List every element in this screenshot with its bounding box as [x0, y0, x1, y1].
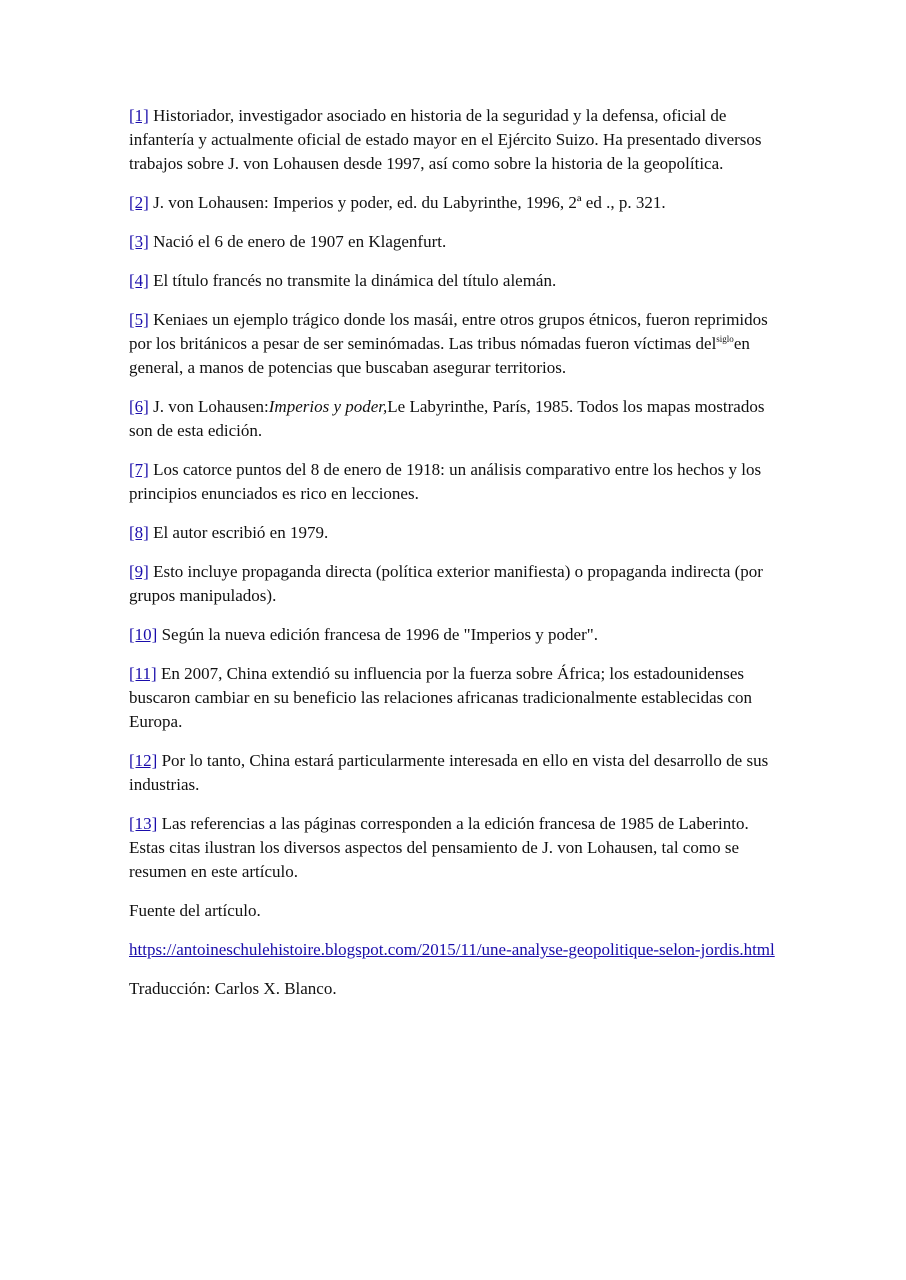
- footnote-text: Esto incluye propaganda directa (política exterior manifiesta) o propaganda indirecta (por grupos manipulados).: [129, 562, 763, 605]
- footnote-4: [129, 269, 779, 293]
- footnote-12: [129, 749, 779, 797]
- footnote-ref-13[interactable]: [13]: [129, 814, 158, 833]
- footnote-ref-11[interactable]: [11]: [129, 664, 157, 683]
- footnote-2: [129, 191, 779, 215]
- footnote-text: Las referencias a las páginas corresponden a la edición francesa de 1985 de Laberinto. Estas citas ilustran los diversos aspectos del pensamiento de J. von Lohausen, tal como se resumen en este artículo.: [129, 814, 749, 881]
- footnote-text: En 2007, China extendió su influencia por la fuerza sobre África; los estadounidenses buscaron cambiar en su beneficio las relaciones africanas tradicionalmente establecidas con Europa.: [129, 664, 753, 731]
- footnote-ref-9[interactable]: [9]: [129, 562, 149, 581]
- footnote-text: Los catorce puntos del 8 de enero de 1918: un análisis comparativo entre los hechos y los principios enunciados es rico en lecciones.: [129, 460, 762, 503]
- footnote-text: J. von Lohausen:: [148, 397, 269, 416]
- footnote-text: El título francés no transmite la dinámica del título alemán.: [148, 271, 557, 290]
- footnote-ref-6[interactable]: [6]: [129, 397, 149, 416]
- footnote-11: [129, 662, 779, 734]
- footnote-9: [129, 560, 779, 608]
- footnotes-page: [129, 104, 779, 1016]
- footnote-ref-8[interactable]: [8]: [129, 523, 149, 542]
- book-title-italic: Imperios y poder,: [268, 397, 388, 416]
- footnote-text: Historiador, investigador asociado en historia de la seguridad y la defensa, oficial de infantería y actualmente oficial de estado mayor en el Ejército Suizo. Ha presentado diversos trabajos sobre J. von Lohausen desde 1997, así como sobre la historia de la geopolítica.: [129, 106, 762, 173]
- footnote-1: [129, 104, 779, 176]
- footnote-10: [129, 623, 779, 647]
- footnote-ref-10[interactable]: [10]: [129, 625, 158, 644]
- footnote-6: [129, 395, 779, 443]
- source-link-paragraph: [129, 938, 779, 962]
- footnote-text: J. von Lohausen: Imperios y poder, ed. du Labyrinthe, 1996, 2ª ed ., p. 321.: [148, 193, 666, 212]
- footnote-text: Nació el 6 de enero de 1907 en Klagenfurt.: [148, 232, 447, 251]
- footnote-text: Le Labyrinthe, París, 1985. Todos los mapas mostrados son de esta edición.: [129, 397, 765, 440]
- footnote-text: Según la nueva edición francesa de 1996 de "Imperios y poder".: [157, 625, 598, 644]
- footnote-8: [129, 521, 779, 545]
- footnote-5: [129, 308, 779, 380]
- footnote-3: [129, 230, 779, 254]
- footnote-7: [129, 458, 779, 506]
- translation-credit: Traducción: Carlos X. Blanco.: [129, 979, 337, 998]
- footnote-ref-4[interactable]: [4]: [129, 271, 149, 290]
- superscript-siglo: siglo: [716, 334, 734, 344]
- footnote-ref-1[interactable]: [1]: [129, 106, 149, 125]
- footnote-ref-2[interactable]: [2]: [129, 193, 149, 212]
- footnote-text: Keniaes un ejemplo trágico donde los masái, entre otros grupos étnicos, fueron reprimidos por los británicos a pesar de ser seminómadas. Las tribus nómadas fueron víctimas del: [129, 310, 768, 353]
- source-url-link[interactable]: https://antoineschulehistoire.blogspot.com/2015/11/une-analyse-geopolitique-selon-jordis.html: [129, 940, 775, 959]
- footnote-ref-7[interactable]: [7]: [129, 460, 149, 479]
- footnote-ref-12[interactable]: [12]: [129, 751, 158, 770]
- footnote-ref-3[interactable]: [3]: [129, 232, 149, 251]
- footnote-text: El autor escribió en 1979.: [148, 523, 329, 542]
- footnote-ref-5[interactable]: [5]: [129, 310, 149, 329]
- footnote-13: [129, 812, 779, 884]
- footnote-text: Por lo tanto, China estará particularmente interesada en ello en vista del desarrollo de sus industrias.: [129, 751, 769, 794]
- source-label: Fuente del artículo.: [129, 901, 261, 920]
- footnote-text: en general, a manos de potencias que buscaban asegurar territorios.: [129, 334, 750, 377]
